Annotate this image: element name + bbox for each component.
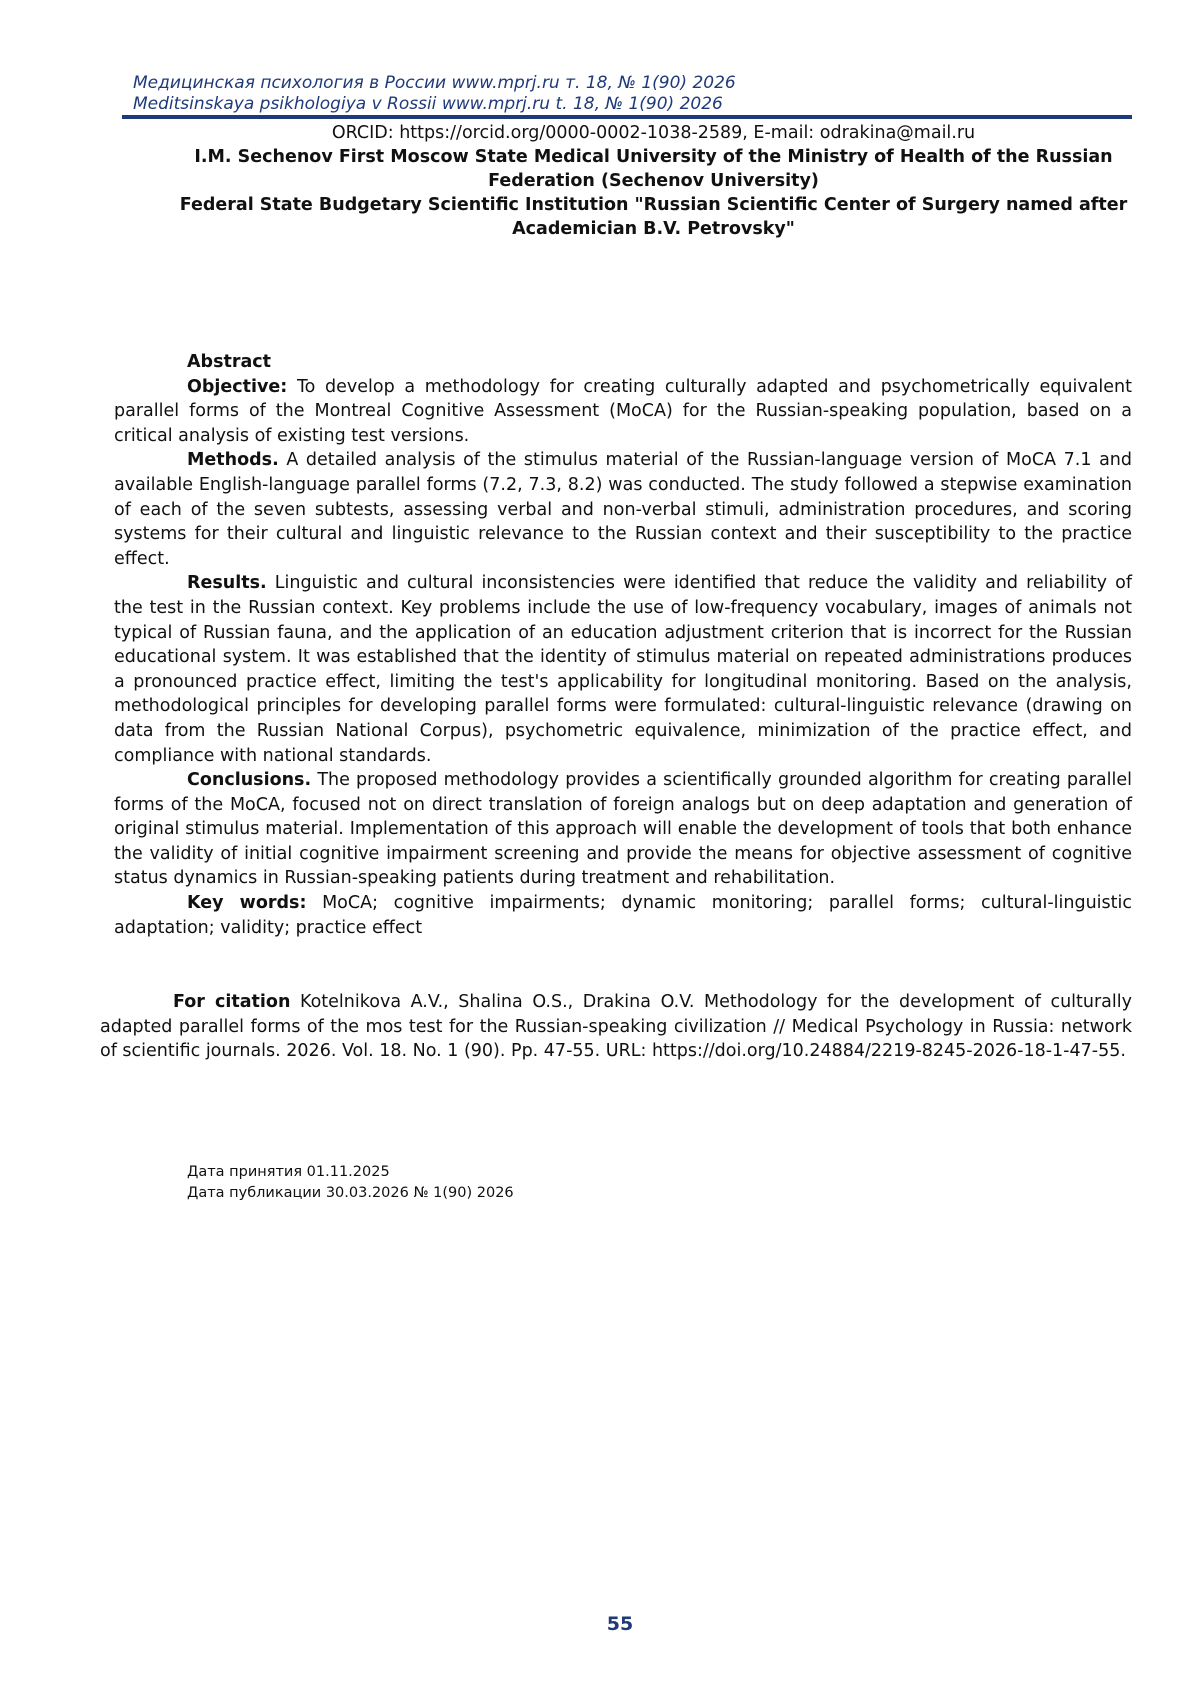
journal-title-translit: Meditsinskaya psikhologiya v Rossii www.mprj.ru t. 18, № 1(90) 2026 — [133, 94, 723, 114]
orcid-line: ORCID: https://orcid.org/0000-0002-1038-2589, E-mail: odrakina@mail.ru — [331, 123, 976, 143]
abstract-keywords — [114, 891, 1132, 940]
running-header — [133, 73, 1133, 115]
published-date: Дата публикации 30.03.2026 № 1(90) 2026 — [187, 1185, 514, 1201]
accepted-date: Дата принятия 01.11.2025 — [187, 1164, 390, 1180]
conclusions-text: The proposed methodology provides a scientifically grounded algorithm for creating parallel forms of the MoCA, focused not on direct translation of foreign analogs but on deep adaptation and generation of original stimulus material. Implementation of this approach will enable the development of tools that both enhance the validity of initial cognitive impairment screening and provide the means for objective assessment of cognitive status dynamics in Russian-speaking patients during treatment and rehabilitation. — [114, 770, 1132, 889]
methods-text: A detailed analysis of the stimulus material of the Russian-language version of MoCA 7.1 and available English-language parallel forms (7.2, 7.3, 8.2) was conducted. The study followed a stepwise examination of each of the seven subtests, assessing verbal and non-verbal stimuli, administration procedures, and scoring systems for their cultural and linguistic relevance to the Russian context and their susceptibility to the practice effect. — [114, 450, 1132, 569]
citation-label: For citation — [173, 992, 291, 1012]
citation-text: Kotelnikova A.V., Shalina O.S., Drakina O.V. Methodology for the development of culturally adapted parallel forms of the mos test for the Russian-speaking civilization // Medical Psychology in Russia: network of scientific journals. 2026. Vol. 18. No. 1 (90). Pp. 47-55. URL: https://doi.org/10.24884/2219-8245-2026-18-1-47-55. — [100, 992, 1132, 1062]
abstract-section — [114, 350, 1132, 940]
objective-text: To develop a methodology for creating culturally adapted and psychometrically equivalent parallel forms of the Montreal Cognitive Assessment (MoCA) for the Russian-speaking population, based on a critical analysis of existing test versions. — [114, 376, 1132, 446]
abstract-objective — [114, 375, 1132, 449]
journal-title-ru: Медицинская психология в России www.mprj.ru т. 18, № 1(90) 2026 — [133, 73, 736, 93]
results-text: Linguistic and cultural inconsistencies were identified that reduce the validity and reliability of the test in the Russian context. Key problems include the use of low-frequency vocabulary, images of animals not typical of Russian fauna, and the application of an education adjustment criterion that is incorrect for the Russian educational system. It was established that the identity of stimulus material on repeated administrations produces a pronounced practice effect, limiting the test's applicability for longitudinal monitoring. Based on the analysis, methodological principles for developing parallel forms were formulated: cultural-linguistic relevance (drawing on data from the Russian National Corpus), psychometric equivalence, minimization of the practice effect, and compliance with national standards. — [114, 573, 1132, 766]
citation-section — [100, 990, 1132, 1064]
abstract-results — [114, 571, 1132, 768]
page-number: 55 — [606, 1613, 634, 1635]
abstract-heading: Abstract — [187, 352, 272, 372]
publication-dates — [187, 1162, 514, 1204]
keywords-label: Key words: — [187, 893, 307, 914]
affiliation-org-2: Federal State Budgetary Scientific Institution "Russian Scientific Center of Surgery named after Academician B.V. Petrovsky" — [179, 195, 1128, 239]
abstract-methods — [114, 448, 1132, 571]
results-label: Results. — [187, 573, 267, 594]
objective-label: Objective: — [187, 376, 288, 397]
conclusions-label: Conclusions. — [187, 770, 312, 791]
methods-label: Methods. — [187, 450, 279, 471]
keywords-text: MoCA; cognitive impairments; dynamic monitoring; parallel forms; cultural-linguistic adaptation; validity; practice effect — [114, 893, 1132, 938]
author-affiliation — [175, 121, 1132, 241]
abstract-conclusions — [114, 768, 1132, 891]
affiliation-org-1: I.M. Sechenov First Moscow State Medical University of the Ministry of Health of the Russian Federation (Sechenov University) — [194, 147, 1113, 191]
header-rule — [122, 115, 1132, 119]
